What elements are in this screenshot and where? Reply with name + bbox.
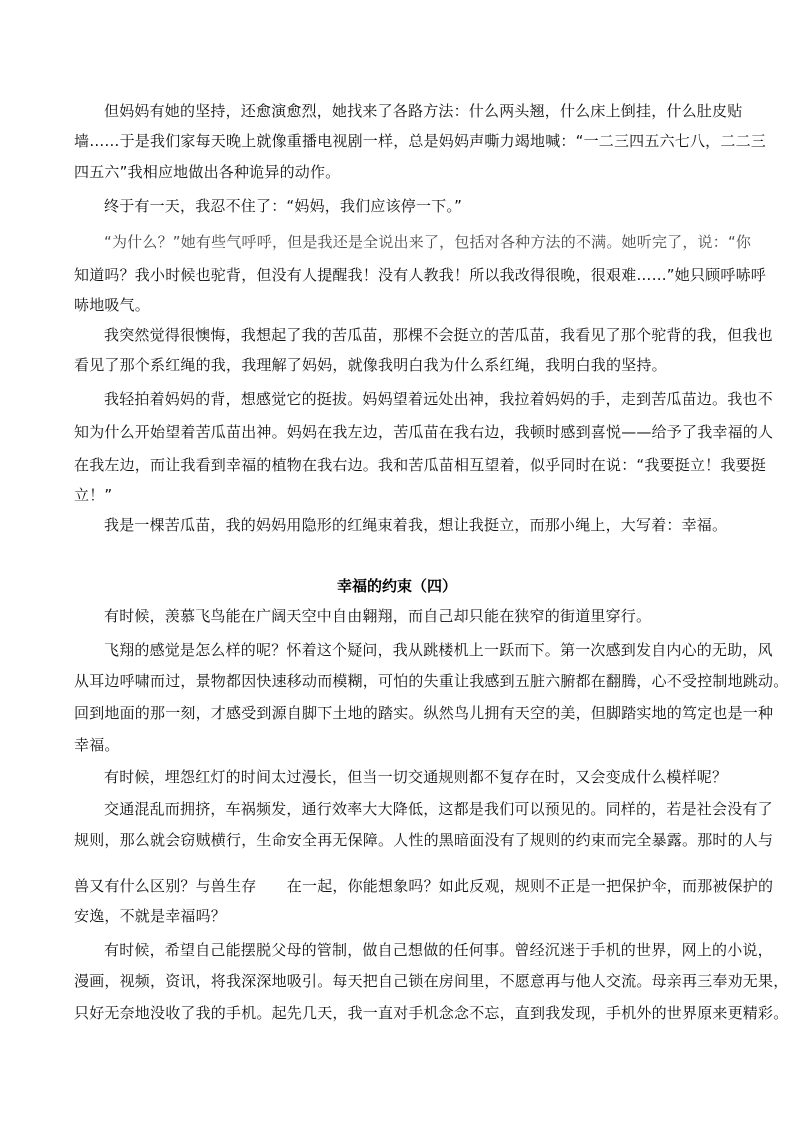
section-title: 幸福的约束（四） <box>336 577 457 595</box>
paragraph-line: 但妈妈有她的坚持，还愈演愈烈，她找来了各路方法：什么两头翘，什么床上倒挂，什么肚皮贴 <box>104 102 743 120</box>
paragraph-line: 交通混乱而拥挤，车祸频发，通行效率大大降低，这都是我们可以预见的。同样的，若是社会没有了 <box>104 800 773 818</box>
paragraph-line: 规则，那么就会窃贼横行，生命安全再无保障。人性的黑暗面没有了规则的约束而完全暴露。那时的人与 <box>74 831 774 849</box>
paragraph-line: 哧地吸气。 <box>74 296 151 314</box>
paragraph-line: 看见了那个系红绳的我，我理解了妈妈，就像我明白我为什么系红绳，我明白我的坚持。 <box>74 356 667 374</box>
paragraph-line: 只好无奈地没收了我的手机。起先几天，我一直对手机念念不忘，直到我发现，手机外的世界原来更精彩。 <box>74 1004 789 1022</box>
paragraph-line: 有时候，埋怨红灯的时间太过漫长，但当一切交通规则都不复存在时，又会变成什么模样呢？ <box>104 768 728 786</box>
paragraph-line: 墙……于是我们家每天晚上就像重播电视剧一样，总是妈妈声嘶力竭地喊：“一二三四五六七八，二二三 <box>74 132 766 150</box>
paragraph-line: 幸福。 <box>74 736 120 754</box>
paragraph-line: 兽又有什么区别？与兽生存 在一起，你能想象吗？如此反观，规则不正是一把保护伞，而那被保护的 <box>74 877 774 895</box>
paragraph-line: 四五六”我相应地做出各种诡异的动作。 <box>74 163 341 181</box>
paragraph-line: 在我左边，而让我看到幸福的植物在我右边。我和苦瓜苗相互望着，似乎同时在说：“我要挺立！我要挺 <box>74 456 766 474</box>
paragraph-line: “为什么？”她有些气呼呼，但是我还是全说出来了，包括对各种方法的不满。她听完了，说：“你 <box>104 233 752 251</box>
paragraph-line: 我突然觉得很懊悔，我想起了我的苦瓜苗，那棵不会挺立的苦瓜苗，我看见了那个驼背的我，但我也 <box>104 326 773 344</box>
paragraph-line: 有时候，希望自己能摆脱父母的管制，做自己想做的任何事。曾经沉迷于手机的世界，网上的小说， <box>104 941 773 959</box>
paragraph-line: 我是一棵苦瓜苗，我的妈妈用隐形的红绳束着我，想让我挺立，而那小绳上，大写着：幸福。 <box>104 516 728 534</box>
paragraph-line: 知道吗？我小时候也驼背，但没有人提醒我！没有人教我！所以我改得很晚，很艰难……”她只顾呼哧呼 <box>74 266 766 284</box>
paragraph-line: 安逸，不就是幸福吗？ <box>74 907 227 925</box>
paragraph-line: 知为什么开始望着苦瓜苗出神。妈妈在我左边，苦瓜苗在我右边，我顿时感到喜悦——给予了我幸福的人 <box>74 423 774 441</box>
paragraph-line: 立！” <box>74 486 113 504</box>
paragraph-line: 终于有一天，我忍不住了：“妈妈，我们应该停一下。” <box>104 197 463 215</box>
paragraph-line: 漫画，视频，资讯，将我深深地吸引。每天把自己锁在房间里，不愿意再与他人交流。母亲再三奉劝无果， <box>74 972 789 990</box>
paragraph-line: 从耳边呼啸而过，景物都因快速移动而模糊，可怕的失重让我感到五脏六腑都在翻腾，心不受控制地跳动。 <box>74 672 789 690</box>
paragraph-line: 回到地面的那一刻，才感受到源自脚下土地的踏实。纵然鸟儿拥有天空的美，但脚踏实地的笃定也是一种 <box>74 704 774 722</box>
paragraph-line: 有时候，羡慕飞鸟能在广阔天空中自由翱翔，而自己却只能在狭窄的街道里穿行。 <box>104 607 652 625</box>
paragraph-line: 飞翔的感觉是怎么样的呢？怀着这个疑问，我从跳楼机上一跃而下。第一次感到发自内心的无助，风 <box>104 641 773 659</box>
paragraph-line: 我轻拍着妈妈的背，想感觉它的挺拔。妈妈望着远处出神，我拉着妈妈的手，走到苦瓜苗边。我也不 <box>104 390 773 408</box>
